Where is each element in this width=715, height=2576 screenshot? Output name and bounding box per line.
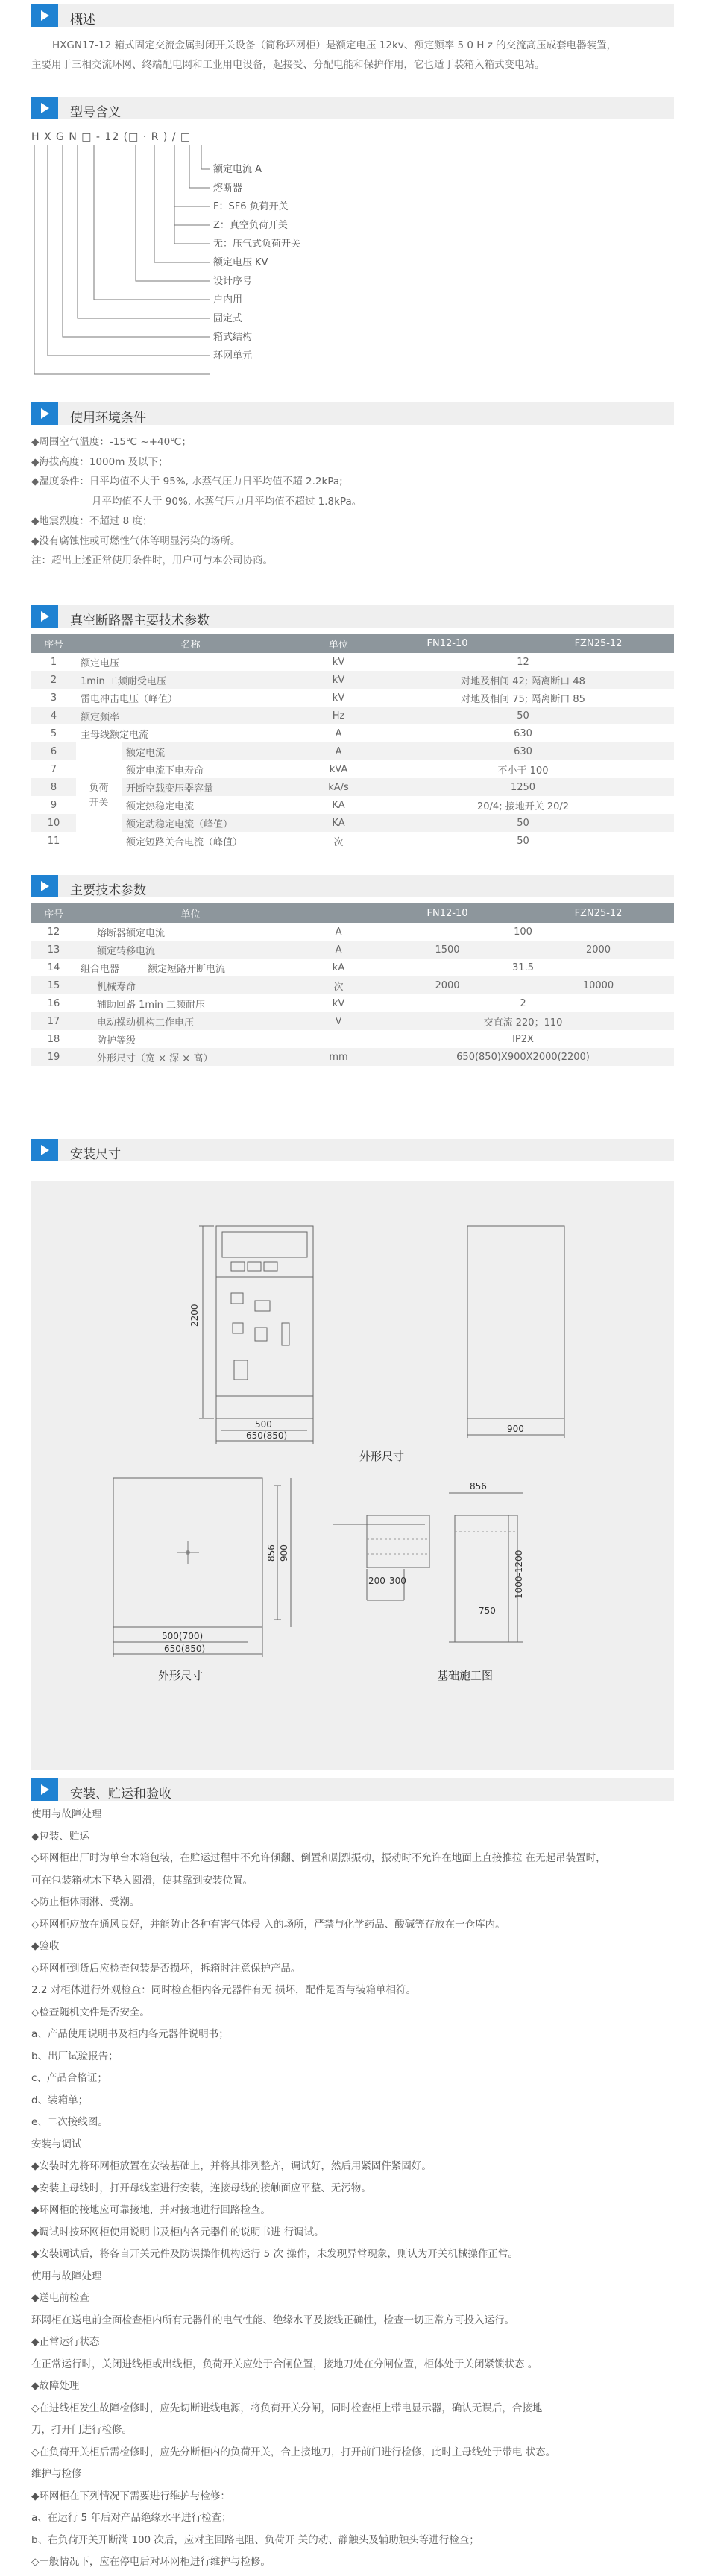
cell-no: 8 <box>31 778 76 796</box>
cell-no: 18 <box>47 1033 60 1045</box>
install-line: ◇在负荷开关柜后需检修时，应先分断柜内的负荷开关，合上接地刀，打开前门进行检修，此时主母线处于带电 状态。 <box>31 2446 556 2458</box>
table-row <box>31 1012 674 1030</box>
cell-unit: kA/s <box>305 778 372 796</box>
install-line: ◆安装主母线时，打开母线室进行安装，连接母线的接触面应平整、无污物。 <box>31 2182 371 2194</box>
cell-value: 1500 <box>372 941 523 959</box>
cell-name: 开断空载变压器容量 <box>122 778 305 796</box>
section-title: 主要技术参数 <box>70 883 146 898</box>
section-header-env <box>31 402 674 425</box>
cell-name: 额定频率 <box>76 707 305 724</box>
model-label: 固定式 <box>213 313 243 324</box>
install-line: ◆安装调试后，将各自开关元件及防误操作机构运行 5 次 操作，未发现异常现象，则认为开关机械操作正常。 <box>31 2248 518 2260</box>
cell-no: 16 <box>47 997 60 1009</box>
env-line: ◆周围空气温度：-15℃ ~+40℃； <box>31 436 192 448</box>
dim-856b: 856 <box>266 1544 277 1562</box>
section-title: 使用环境条件 <box>70 411 146 426</box>
section-header-install <box>31 1778 674 1801</box>
cell-value: 2000 <box>523 941 674 959</box>
cell-name: 主母线额定电流 <box>81 729 149 741</box>
install-line: ◆调试时按环网柜使用说明书及柜内各元器件的说明书进 行调试。 <box>31 2226 324 2238</box>
section-title: 概述 <box>70 13 95 28</box>
install-line: a、产品使用说明书及柜内各元器件说明书； <box>31 2028 229 2040</box>
overview-line: 主要用于三相交流环网、终端配电网和工业用电设备，起接受、分配电能和保护作用，它也适于装箱入箱式变电站。 <box>31 59 545 71</box>
dim-900: 900 <box>507 1424 524 1434</box>
install-line: ◆环网柜在下列情况下需要进行维护与检修： <box>31 2490 230 2502</box>
cell-unit: kA <box>332 962 345 973</box>
model-label: Z：真空负荷开关 <box>213 220 288 231</box>
table-row <box>31 671 674 689</box>
install-text <box>31 1804 680 2574</box>
dim-750: 750 <box>479 1606 496 1616</box>
table-header-row <box>31 634 674 653</box>
install-line: ◆安装时先将环网柜放置在安装基础上，并将其排列整齐，调试好，然后用紧固件紧固好。 <box>31 2160 432 2172</box>
cell-value: 650(850)X900X2000(2200) <box>372 1048 674 1066</box>
install-line: e、二次接线图。 <box>31 2116 108 2128</box>
cell-value: IP2X <box>512 1033 534 1045</box>
col-header: FZN25-12 <box>523 903 674 923</box>
cell-value: 1250 <box>372 778 674 796</box>
cell-value: 2 <box>520 997 526 1009</box>
cell-value: 100 <box>514 926 532 938</box>
cell-unit: KA <box>332 799 345 811</box>
section-header-model <box>31 97 674 119</box>
section-header-dims <box>31 1139 674 1161</box>
cell-value: 630 <box>514 727 532 739</box>
env-list <box>31 432 674 571</box>
table-row <box>31 814 674 832</box>
cell-name: 外形尺寸（宽 × 深 × 高） <box>76 1048 305 1066</box>
dim-2200: 2200 <box>189 1304 200 1327</box>
cell-value: 2000 <box>372 976 523 994</box>
cell-no: 5 <box>50 727 57 739</box>
dim-900b: 900 <box>279 1544 289 1562</box>
overview-text <box>31 36 674 55</box>
cell-unit: KA <box>305 814 372 832</box>
dim-650: 650(850) <box>246 1430 288 1441</box>
cell-unit: kV <box>332 692 345 704</box>
cell-name: 防护等级 <box>97 1035 136 1046</box>
cell-unit: kVA <box>329 763 348 775</box>
cell-unit: kV <box>332 997 345 1009</box>
install-line: ◆正常运行状态 <box>31 2336 100 2348</box>
cell-no: 2 <box>31 671 76 689</box>
cell-no: 17 <box>31 1012 76 1030</box>
breaker-params-table <box>31 634 674 850</box>
cell-unit: 次 <box>333 836 344 848</box>
install-line: 使用与故障处理 <box>31 2270 102 2282</box>
cell-no: 6 <box>31 742 76 760</box>
section-header-overview <box>31 4 674 27</box>
install-line: ◆送电前检查 <box>31 2292 89 2304</box>
col-header: 序号 <box>31 903 76 923</box>
env-line: ◆湿度条件：日平均值不大于 95%, 水蒸气压力日平均值不超 2.2kPa; <box>31 476 343 487</box>
play-icon <box>41 1784 49 1795</box>
cell-name: 额定转移电流 <box>76 941 305 959</box>
cell-value: 10000 <box>523 976 674 994</box>
main-params-table <box>31 903 674 1066</box>
col-header <box>305 903 372 923</box>
cell-name: 辅助回路 1min 工频耐压 <box>97 999 206 1011</box>
dimension-drawing <box>31 1181 674 1770</box>
caption-foundation: 基础施工图 <box>437 1669 494 1682</box>
caption-outline-2: 外形尺寸 <box>158 1669 204 1682</box>
col-header: 序号 <box>31 634 76 653</box>
install-line: ◆包装、贮运 <box>31 1830 89 1843</box>
dim-500: 500 <box>255 1419 272 1430</box>
table-header-row <box>31 903 674 923</box>
install-line: d、装箱单； <box>31 2094 89 2106</box>
dim-500b: 500(700) <box>162 1631 204 1641</box>
install-line: ◆故障处理 <box>31 2380 80 2392</box>
table-row <box>31 976 674 994</box>
table-row <box>31 724 674 742</box>
cell-no: 13 <box>31 941 76 959</box>
install-line: ◇环网柜出厂时为单台木箱包装，在贮运过程中不允许倾翻、倒置和剧烈振动，振动时不允许在地面上直接推拉 在无起吊装置时， <box>31 1852 606 1864</box>
table-row <box>31 1048 674 1066</box>
cell-unit: 次 <box>305 976 372 994</box>
play-icon <box>41 408 49 419</box>
cell-name: 组合电器 <box>81 963 120 975</box>
model-label: 环网单元 <box>213 350 253 362</box>
cell-no: 9 <box>50 799 57 811</box>
cell-no: 7 <box>50 763 57 775</box>
cell-no: 19 <box>31 1048 76 1066</box>
col-header: 名称 <box>76 634 305 653</box>
dim-1000: 1000-1200 <box>514 1550 524 1599</box>
install-line: ◆环网柜的接地应可靠接地，并对接地进行回路检查。 <box>31 2204 271 2216</box>
section-marker <box>31 605 58 628</box>
cell-no: 15 <box>31 976 76 994</box>
cell-unit: A <box>305 941 372 959</box>
play-icon <box>41 611 49 622</box>
cell-name: 额定短路开断电流 <box>148 963 226 975</box>
table-row <box>31 689 674 707</box>
cell-unit: Hz <box>305 707 372 724</box>
install-line: b、在负荷开关开断满 100 次后，应对主回路电阻、负荷开 关的动、静触头及辅助触头等进行检查； <box>31 2534 479 2546</box>
model-label: F：SF6 负荷开关 <box>213 201 289 212</box>
model-label: 额定电流 A <box>213 164 262 175</box>
install-line: c、产品合格证； <box>31 2072 107 2084</box>
cell-name: 额定短路关合电流（峰值） <box>126 836 243 848</box>
cell-no: 14 <box>47 962 60 973</box>
install-line: 环网柜在送电前全面检查柜内所有元器件的电气性能、绝缘水平及接线正确性，检查一切正常方可投入运行。 <box>31 2314 514 2326</box>
col-header: FZN25-12 <box>523 634 674 653</box>
cell-unit: mm <box>305 1048 372 1066</box>
section-marker <box>31 875 58 897</box>
section-title: 真空断路器主要技术参数 <box>70 613 210 628</box>
cell-name: 熔断器额定电流 <box>97 927 166 939</box>
cell-no: 12 <box>47 926 60 938</box>
cell-unit <box>305 1030 372 1048</box>
cell-unit: kV <box>332 656 345 668</box>
cell-name: 额定电流下电寿命 <box>126 765 204 777</box>
cell-name: 电动操动机构工作电压 <box>76 1012 305 1030</box>
cell-name: 机械寿命 <box>76 976 305 994</box>
table-row <box>31 742 674 760</box>
install-line: 可在包装箱枕木下垫入圆滑，使其靠到安装位置。 <box>31 1874 253 1887</box>
env-line: ◆海拔高度：1000m 及以下； <box>31 455 168 468</box>
table-row <box>31 994 674 1012</box>
dim-650b: 650(850) <box>164 1644 206 1654</box>
section-title: 型号含义 <box>70 105 121 120</box>
cell-value: 50 <box>372 814 674 832</box>
cell-value: 交直流 220；110 <box>372 1012 674 1030</box>
section-header-breaker <box>31 605 674 628</box>
cell-unit: A <box>335 727 342 739</box>
col-header: FN12-10 <box>372 903 523 923</box>
col-header: 单位 <box>305 634 372 653</box>
install-line: ◇检查随机文件是否安全。 <box>31 2006 150 2018</box>
col-header: 单位 <box>76 903 305 923</box>
col-header: FN12-10 <box>372 634 523 653</box>
model-label: 无：压气式负荷开关 <box>213 239 301 250</box>
install-line: ◇防止柜体雨淋、受潮。 <box>31 1896 140 1908</box>
install-line: 2.2 对柜体进行外观检查：同时检查柜内各元器件有无 损坏，配件是否与装箱单相符。 <box>31 1984 417 1996</box>
model-label: 熔断器 <box>213 183 243 194</box>
cell-name: 额定热稳定电流 <box>126 801 195 812</box>
section-marker <box>31 402 58 425</box>
cell-value: 630 <box>372 742 674 760</box>
env-line: ◆地震烈度：不超过 8 度； <box>31 515 153 527</box>
model-label: 额定电压 KV <box>213 257 268 268</box>
cell-name: 雷电冲击电压（峰值） <box>81 693 178 705</box>
cell-name: 额定电压 <box>81 657 120 669</box>
section-title: 安装尺寸 <box>70 1147 121 1162</box>
table-row <box>31 760 674 778</box>
cell-value: 对地及相间 75; 隔离断口 85 <box>461 693 585 705</box>
model-label: 户内用 <box>213 294 243 306</box>
install-line: ◇环网柜到货后应检查包装是否损坏，拆箱时注意保护产品。 <box>31 1962 301 1974</box>
model-code: H X G N □ - 12 (□ · R ) / □ <box>31 131 192 143</box>
table-row <box>31 941 674 959</box>
install-line: 安装与调试 <box>31 2138 82 2150</box>
table-row <box>31 959 674 976</box>
caption-outline-1: 外形尺寸 <box>359 1450 405 1463</box>
install-line: 在正常运行时，关闭进线柜或出线柜，负荷开关应处于合闸位置，接地刀处在分闸位置，柜体处于关闭紧锁状态 。 <box>31 2358 538 2370</box>
section-marker <box>31 97 58 119</box>
table-row <box>31 923 674 941</box>
table-row <box>31 707 674 724</box>
dim-300: 300 <box>389 1576 406 1586</box>
cell-no: 10 <box>31 814 76 832</box>
section-marker <box>31 1139 58 1161</box>
table-row <box>31 832 674 850</box>
model-code-diagram <box>31 127 404 380</box>
cell-unit: kV <box>305 671 372 689</box>
install-line: a、在运行 5 年后对产品绝缘水平进行检查； <box>31 2512 232 2524</box>
play-icon <box>41 103 49 113</box>
cell-value: 不小于 100 <box>497 765 549 777</box>
install-line: 维护与检修 <box>31 2468 82 2480</box>
env-line: 月平均值不大于 90%, 水蒸气压力月平均值不超过 1.8kPa。 <box>31 495 362 508</box>
env-line: 注：超出上述正常使用条件时，用户可与本公司协商。 <box>31 555 273 566</box>
cell-no: 4 <box>31 707 76 724</box>
play-icon <box>41 881 49 891</box>
env-line: ◆没有腐蚀性或可燃性气体等明显污染的场所。 <box>31 534 241 547</box>
install-line: ◇在进线柜发生故障检修时，应先切断进线电源，将负荷开关分闸，同时检查柜上带电显示器，确认无误后，合接地 <box>31 2402 543 2414</box>
dimension-svg <box>31 1181 674 1770</box>
install-line: ◇环网柜应放在通风良好，并能防止各种有害气体侵 入的场所，严禁与化学药品、酸碱等存放在一仓库内。 <box>31 1918 505 1931</box>
cell-no: 1 <box>50 656 57 668</box>
cell-value: 50 <box>372 707 674 724</box>
overview-line: HXGN17-12 箱式固定交流金属封闭开关设备（简称环网柜）是额定电压 12kv、额定频率 5 0 H z 的交流高压成套电器装置， <box>52 40 617 51</box>
cell-value: 12 <box>517 656 529 668</box>
cell-value: 50 <box>517 835 529 847</box>
section-marker <box>31 4 58 27</box>
cell-unit: A <box>335 926 342 938</box>
play-icon <box>41 10 49 21</box>
install-line: 刀，打开门进行检修。 <box>31 2424 132 2436</box>
play-icon <box>41 1145 49 1155</box>
table-row <box>31 778 674 796</box>
dim-200: 200 <box>368 1576 385 1586</box>
install-line: 使用与故障处理 <box>31 1808 102 1820</box>
cell-unit: V <box>305 1012 372 1030</box>
section-marker <box>31 1778 58 1801</box>
cell-value: 对地及相间 42; 隔离断口 48 <box>372 671 674 689</box>
cell-no: 3 <box>50 692 57 704</box>
overview-text-2 <box>31 55 674 75</box>
table-row <box>31 1030 674 1048</box>
cell-name: 1min 工频耐受电压 <box>76 671 305 689</box>
dim-856: 856 <box>470 1481 487 1491</box>
cell-name: 额定电流 <box>122 742 305 760</box>
model-label: 箱式结构 <box>213 332 253 343</box>
cell-value: 31.5 <box>512 962 534 973</box>
section-header-main-params <box>31 875 674 897</box>
section-title: 安装、贮运和验收 <box>70 1787 171 1802</box>
install-line: b、出厂试验报告； <box>31 2050 119 2062</box>
install-line: ◇一般情况下，应在停电后对环网柜进行维护与检修。 <box>31 2556 271 2568</box>
install-line: ◆验收 <box>31 1940 60 1952</box>
cell-value: 20/4; 接地开关 20/2 <box>477 801 570 812</box>
cell-unit: A <box>305 742 372 760</box>
cell-name: 额定动稳定电流（峰值） <box>122 814 305 832</box>
cell-group: 负荷开关 <box>76 742 122 850</box>
cell-no: 11 <box>47 835 60 847</box>
table-row <box>31 796 674 814</box>
model-label: 设计序号 <box>213 276 253 287</box>
table-row <box>31 653 674 671</box>
